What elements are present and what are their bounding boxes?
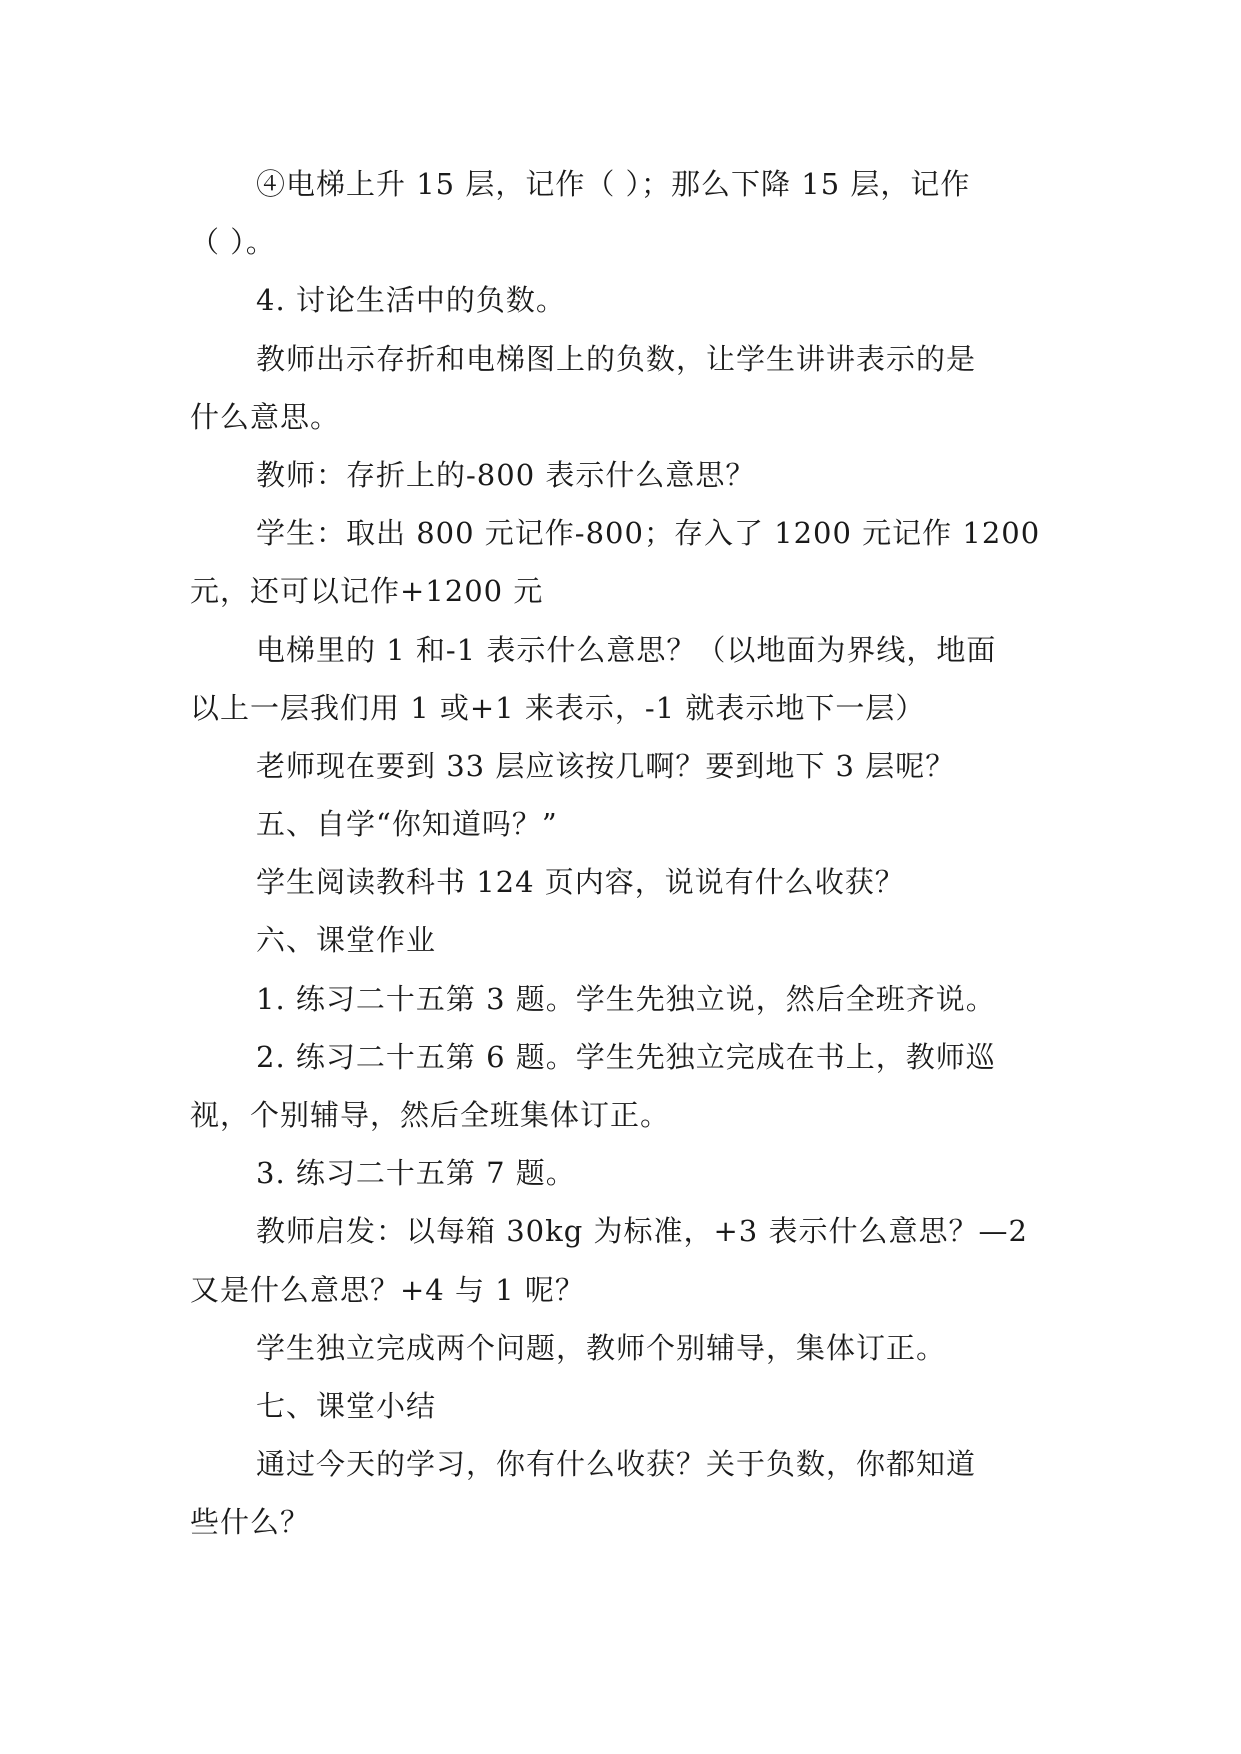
- text-line: ④电梯上升 15 层，记作（ ）；那么下降 15 层，记作: [256, 167, 971, 201]
- text-line: 学生阅读教科书 124 页内容，说说有什么收获？: [256, 865, 905, 900]
- text-line: 1. 练习二十五第 3 题。学生先独立说，然后全班齐说。: [256, 981, 996, 1016]
- text-line: 学生：取出 800 元记作-800；存入了 1200 元记作 1200: [256, 516, 1041, 551]
- text-line: 教师启发：以每箱 30kg 为标准，+3 表示什么意思？—2: [256, 1214, 1028, 1249]
- text-line: 教师出示存折和电梯图上的负数，让学生讲讲表示的是: [256, 341, 977, 376]
- text-line: 些什么？: [190, 1505, 311, 1540]
- text-line: 4. 讨论生活中的负数。: [256, 283, 566, 318]
- section-heading: 七、课堂小结: [256, 1388, 437, 1423]
- text-line: （ ）。: [190, 225, 276, 260]
- text-line: 以上一层我们用 1 或+1 来表示，-1 就表示地下一层）: [190, 690, 926, 725]
- text-line: 2. 练习二十五第 6 题。学生先独立完成在书上，教师巡: [256, 1039, 996, 1074]
- section-heading: 六、课堂作业: [256, 923, 437, 958]
- text-line: 视，个别辅导，然后全班集体订正。: [190, 1098, 671, 1132]
- text-line: 元，还可以记作+1200 元: [190, 574, 544, 609]
- text-line: 学生独立完成两个问题，教师个别辅导，集体订正。: [256, 1330, 947, 1365]
- text-line: 电梯里的 1 和-1 表示什么意思？（以地面为界线，地面: [256, 632, 997, 667]
- text-line: 3. 练习二十五第 7 题。: [256, 1156, 576, 1191]
- text-line: 又是什么意思？+4 与 1 呢？: [190, 1272, 585, 1307]
- text-line: 通过今天的学习，你有什么收获？关于负数，你都知道: [256, 1447, 977, 1482]
- text-line: 什么意思。: [190, 399, 341, 434]
- section-heading: 五、自学“你知道吗？”: [256, 807, 558, 842]
- document-body: [190, 155, 1050, 1552]
- text-line: 教师：存折上的-800 表示什么意思？: [256, 457, 756, 492]
- text-line: 老师现在要到 33 层应该按几啊？要到地下 3 层呢？: [256, 748, 956, 783]
